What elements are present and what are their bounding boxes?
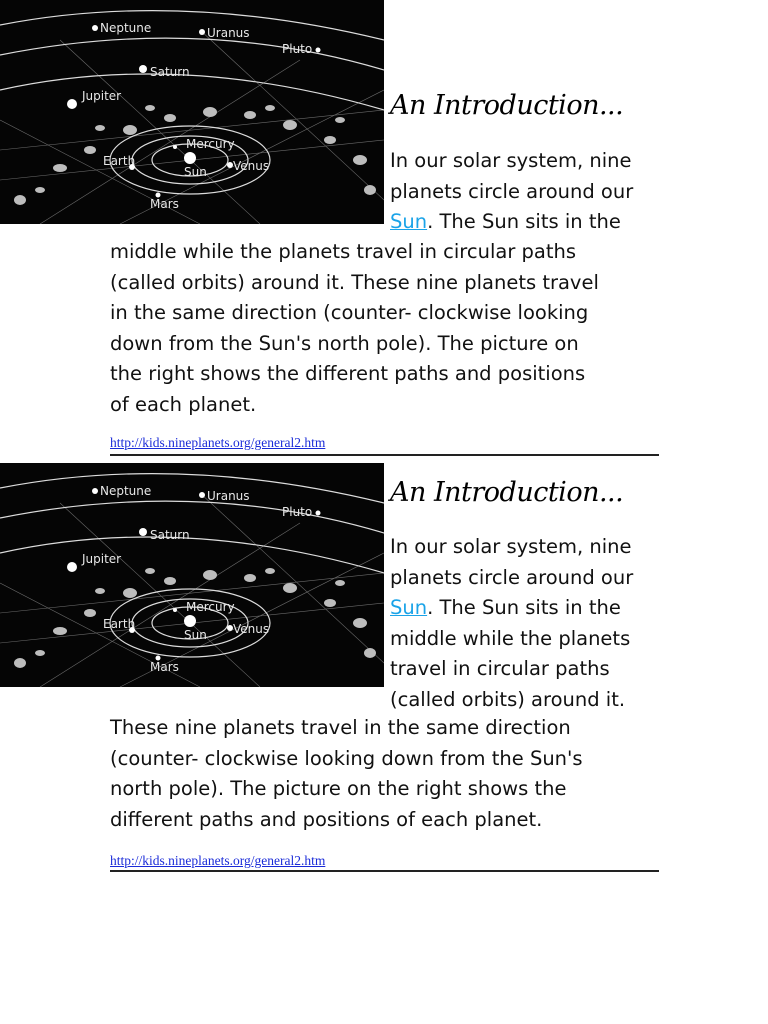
text-line: different paths and positions of each planet. <box>110 807 543 831</box>
text-line: middle while the planets <box>390 626 631 650</box>
text-line: In our solar system, nine <box>390 149 632 172</box>
label-uranus: Uranus <box>207 489 250 503</box>
label-neptune: Neptune <box>100 484 152 498</box>
label-jupiter: Jupiter <box>82 552 122 566</box>
text-line: In our solar system, nine <box>390 535 632 558</box>
text-line: the right shows the different paths and positions <box>110 362 586 385</box>
label-earth: Earth <box>103 154 136 168</box>
section-heading: An Introduction... <box>390 477 624 508</box>
solar-system-illustration <box>0 463 384 687</box>
intro-paragraph-right <box>390 532 633 715</box>
sun-link[interactable]: Sun <box>390 596 428 619</box>
intro-section-1 <box>0 0 768 460</box>
intro-paragraph-continued <box>110 713 583 835</box>
text-fragment: . The Sun sits in the <box>427 210 621 233</box>
label-saturn: Saturn <box>150 528 190 542</box>
source-link[interactable]: http://kids.nineplanets.org/general2.htm <box>110 853 326 868</box>
text-line: of each planet. <box>110 392 257 416</box>
divider-line <box>110 454 659 456</box>
sun-link[interactable]: Sun <box>390 210 428 233</box>
text-line: (counter- clockwise looking down from the Sun's <box>110 746 583 770</box>
text-line: travel in circular paths <box>390 657 610 680</box>
label-venus: Venus <box>233 622 270 636</box>
intro-section-2 <box>0 463 768 883</box>
label-venus: Venus <box>233 159 270 173</box>
label-mars: Mars <box>150 197 179 211</box>
text-line: These nine planets travel in the same direction <box>110 716 571 739</box>
label-sun: Sun <box>184 628 207 642</box>
text-line <box>390 593 633 624</box>
label-mars: Mars <box>150 660 179 674</box>
divider-line <box>110 870 659 872</box>
label-jupiter: Jupiter <box>82 89 122 103</box>
solar-system-diagram <box>0 0 384 224</box>
label-earth: Earth <box>103 617 136 631</box>
text-fragment: . The Sun sits in the <box>427 596 621 619</box>
solar-system-illustration <box>0 0 384 224</box>
text-line: planets circle around our <box>390 565 634 589</box>
source-link[interactable]: http://kids.nineplanets.org/general2.htm <box>110 435 326 450</box>
label-pluto: Pluto <box>282 42 313 56</box>
text-line: (called orbits) around it. <box>390 687 626 711</box>
text-line: in the same direction (counter- clockwise looking <box>110 301 589 324</box>
solar-system-diagram <box>0 463 384 687</box>
section-heading: An Introduction... <box>390 90 624 121</box>
text-line: (called orbits) around it. These nine planets travel <box>110 270 599 294</box>
intro-paragraph-right <box>390 146 633 238</box>
label-pluto: Pluto <box>282 505 313 519</box>
text-line: down from the Sun's north pole). The picture on <box>110 331 579 355</box>
label-mercury: Mercury <box>186 600 235 614</box>
text-line: planets circle around our <box>390 179 634 203</box>
label-sun: Sun <box>184 165 207 179</box>
text-line: north pole). The picture on the right shows the <box>110 777 567 800</box>
label-neptune: Neptune <box>100 21 152 35</box>
text-line <box>390 207 633 238</box>
text-line: middle while the planets travel in circular paths <box>110 240 577 263</box>
label-uranus: Uranus <box>207 26 250 40</box>
label-mercury: Mercury <box>186 137 235 151</box>
intro-paragraph-continued <box>110 237 599 420</box>
label-saturn: Saturn <box>150 65 190 79</box>
